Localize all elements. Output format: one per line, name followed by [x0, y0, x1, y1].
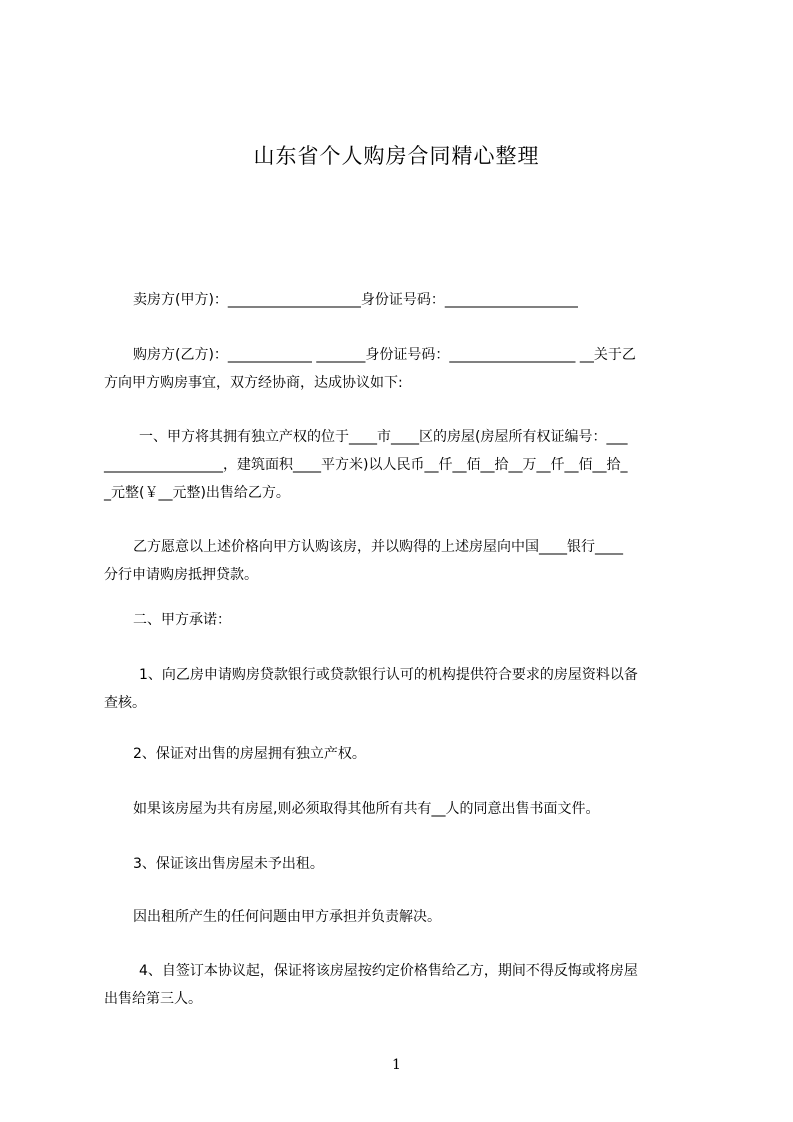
- buyer-paragraph: [104, 341, 704, 397]
- item-2-note-line: 如果该房屋为共有房屋,则必须取得其他所有共有__人的同意出售书面文件。: [133, 801, 600, 817]
- item-3-paragraph: [104, 850, 704, 878]
- item-4-line-1: 4、自签订本协议起，保证将该房屋按约定价格售给乙方，期间不得反悔或将房屋: [139, 963, 638, 979]
- seller-paragraph: [104, 286, 704, 314]
- seller-line: 卖房方(甲方)：___________________身份证号码：___________________: [133, 292, 578, 308]
- loan-line-1: 乙方愿意以上述价格向甲方认购该房，并以购得的上述房屋向中国____银行____: [133, 539, 623, 555]
- clause-1-line-1: 一、甲方将其拥有独立产权的位于____市____区的房屋(房屋所有权证编号：___: [139, 429, 628, 445]
- item-2-paragraph: [104, 740, 704, 768]
- document-title: 山东省个人购房合同精心整理: [253, 144, 540, 168]
- item-1-line-1: 1、向乙房申请购房贷款银行或贷款银行认可的机构提供符合要求的房屋资料以备: [139, 667, 638, 683]
- clause-1-line-3: _元整(￥__元整)出售给乙方。: [104, 485, 290, 501]
- item-1-paragraph: [104, 661, 704, 717]
- item-3-line: 3、保证该出售房屋未予出租。: [133, 856, 324, 872]
- clause-1-paragraph: [104, 423, 704, 507]
- item-3-note-paragraph: [104, 903, 704, 931]
- loan-paragraph: [104, 533, 704, 589]
- clause-1-line-2: _________________，建筑面积____平方米)以人民币__仟__佰__拾__万__仟__佰__拾_: [104, 457, 628, 473]
- buyer-line-1: 购房方(乙方)：____________ _______身份证号码：__________________ __关于乙: [133, 347, 636, 363]
- loan-line-2: 分行申请购房抵押贷款。: [104, 567, 258, 583]
- clause-2-heading: 二、甲方承诺：: [133, 612, 231, 628]
- item-2-note-paragraph: [104, 795, 704, 823]
- buyer-line-2: 方向甲方购房事宜，双方经协商，达成协议如下:: [104, 375, 403, 391]
- clause-2-heading-paragraph: [104, 606, 704, 634]
- item-2-line: 2、保证对出售的房屋拥有独立产权。: [133, 746, 366, 762]
- item-3-note-line: 因出租所产生的任何问题由甲方承担并负责解决。: [133, 909, 441, 925]
- item-4-paragraph: [104, 957, 704, 1013]
- page-number: 1: [392, 1057, 401, 1073]
- item-4-line-2: 出售给第三人。: [104, 991, 202, 1007]
- item-1-line-2: 查核。: [104, 695, 146, 711]
